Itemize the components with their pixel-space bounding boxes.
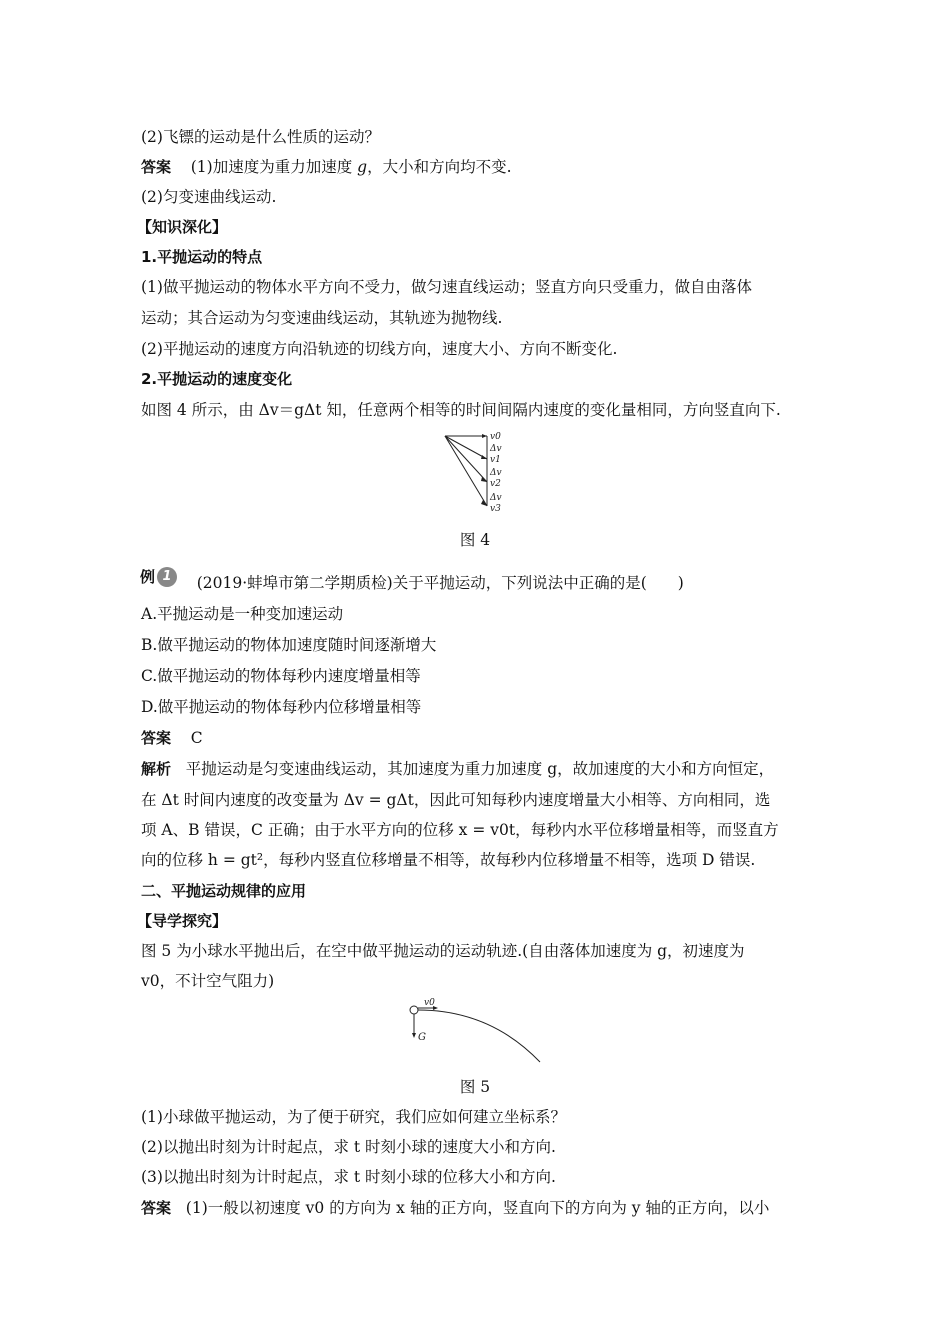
answer-2: (2)匀变速曲线运动. <box>141 188 277 206</box>
heading-2: 2.平抛运动的速度变化 <box>141 370 293 388</box>
option-d: D.做平抛运动的物体每秒内位移增量相等 <box>141 698 422 716</box>
answer-label-3: 答案 <box>141 1199 172 1217</box>
analysis-text-1: 平抛运动是匀变速曲线运动，其加速度为重力加速度 g，故加速度的大小和方向恒定， <box>185 760 775 778</box>
option-c: C.做平抛运动的物体每秒内速度增量相等 <box>141 667 421 685</box>
figure-5-caption: 图 5 <box>459 1078 491 1096</box>
section-guide: 【导学探究】 <box>137 912 228 930</box>
question-5-1: (1)小球做平抛运动，为了便于研究，我们应如何建立坐标系？ <box>141 1108 566 1126</box>
fig4-label-dv1: Δv <box>490 444 502 454</box>
analysis-line-1 <box>141 758 774 780</box>
example-1-question <box>140 566 684 592</box>
analysis-line-3: 项 A、B 错误，C 正确；由于水平方向的位移 x = v0t，每秒内水平位移增量相等，而竖直方 <box>141 821 779 839</box>
figure-4-velocity-diagram <box>440 430 520 520</box>
trajectory-curve <box>418 1010 540 1062</box>
fig4-label-dv3: Δv <box>490 493 502 503</box>
fig4-label-v0: v0 <box>490 432 501 442</box>
option-a: A.平抛运动是一种变加速运动 <box>141 605 344 623</box>
para-3: 如图 4 所示，由 Δv＝gΔt 知，任意两个相等的时间间隔内速度的变化量相同，方向竖直向下. <box>141 401 781 419</box>
fig4-label-v1: v1 <box>490 455 501 465</box>
ball <box>410 1006 418 1014</box>
example-answer <box>141 727 203 749</box>
para-1a: (1)做平抛运动的物体水平方向不受力，做匀速直线运动；竖直方向只受重力，做自由落体 <box>141 278 752 296</box>
guide-line-2: v0，不计空气阻力) <box>141 972 275 990</box>
analysis-line-4: 向的位移 h = gt²，每秒内竖直位移增量不相等，故每秒内位移增量不相等，选项 D 错误. <box>141 851 756 869</box>
answer-text-a: (1)加速度为重力加速度 <box>190 158 353 176</box>
answer-label: 答案 <box>141 158 172 176</box>
answer-choice: C <box>190 729 203 747</box>
analysis-label: 解析 <box>141 760 172 778</box>
example-label: 例 <box>140 568 156 586</box>
final-answer <box>141 1197 769 1219</box>
fig4-label-dv2: Δv <box>490 468 502 478</box>
final-answer-text: (1)一般以初速度 v0 的方向为 x 轴的正方向，竖直向下的方向为 y 轴的正方向，以小 <box>185 1199 770 1217</box>
analysis-line-2: 在 Δt 时间内速度的改变量为 Δv = gΔt，因此可知每秒内速度增量大小相等、方向相同，选 <box>141 791 771 809</box>
fig4-label-v3: v3 <box>490 504 501 514</box>
v2-vector <box>445 436 487 482</box>
question-5-3: (3)以抛出时刻为计时起点，求 t 时刻小球的位移大小和方向. <box>141 1168 556 1186</box>
answer-1 <box>141 156 512 178</box>
fig4-label-v2: v2 <box>490 479 501 489</box>
section-knowledge: 【知识深化】 <box>137 218 228 236</box>
question-5-2: (2)以抛出时刻为计时起点，求 t 时刻小球的速度大小和方向. <box>141 1138 556 1156</box>
guide-line-1: 图 5 为小球水平抛出后，在空中做平抛运动的运动轨迹.(自由落体加速度为 g，初速度为 <box>141 942 745 960</box>
answer-g: g <box>357 158 368 176</box>
question-2: (2)飞镖的运动是什么性质的运动？ <box>141 128 380 146</box>
answer-text-b: ，大小和方向均不变. <box>367 158 512 176</box>
example-number-badge: 1 <box>157 567 177 587</box>
v1-vector <box>445 436 487 459</box>
answer-label-2: 答案 <box>141 729 172 747</box>
option-b: B.做平抛运动的物体加速度随时间逐渐增大 <box>141 636 437 654</box>
fig5-label-v0: v0 <box>424 998 435 1008</box>
figure-5-trajectory <box>400 996 550 1066</box>
para-1b: 运动；其合运动为匀变速曲线运动，其轨迹为抛物线. <box>141 309 503 327</box>
fig5-label-g: G <box>418 1032 426 1043</box>
heading-3: 二、平抛运动规律的应用 <box>141 882 307 900</box>
para-2: (2)平抛运动的速度方向沿轨迹的切线方向，速度大小、方向不断变化. <box>141 340 618 358</box>
example-question-text: (2019·蚌埠市第二学期质检)关于平抛运动，下列说法中正确的是( ) <box>196 574 684 592</box>
figure-4-caption: 图 4 <box>459 531 491 549</box>
heading-1: 1.平抛运动的特点 <box>141 248 263 266</box>
v3-vector <box>445 436 487 506</box>
